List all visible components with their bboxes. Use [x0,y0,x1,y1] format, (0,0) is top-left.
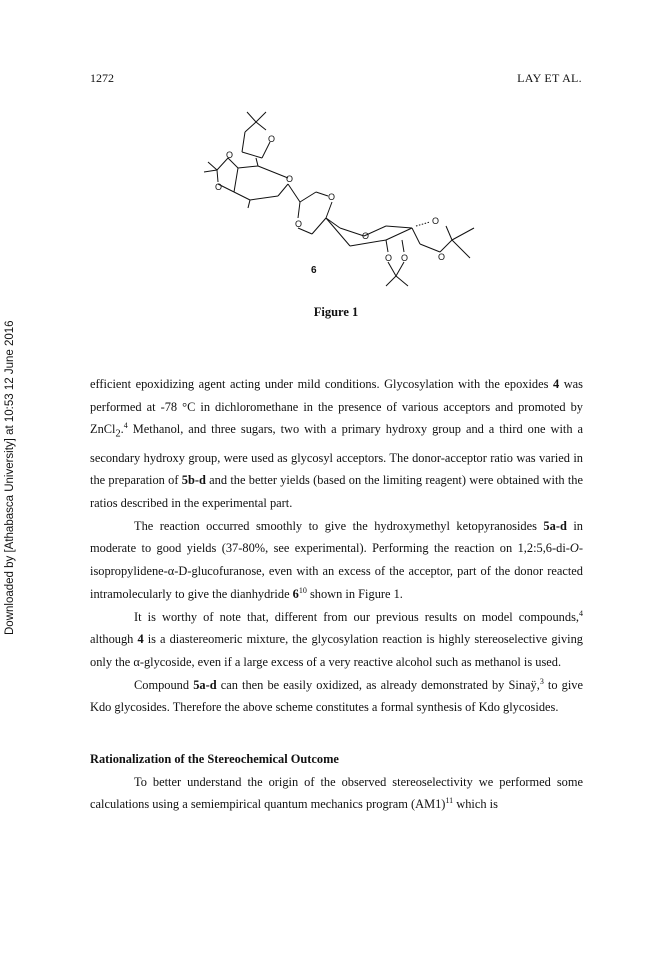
text-run: is a diastereomeric mixture, the glycosylation reaction is highly stereoselective giving only the α-glycoside, even if a large excess of a very reactive alcohol such as methanol is used. [90,632,583,669]
oxygen-label: O [286,174,294,184]
oxygen-label: O [362,231,370,241]
compound-number: 6 [311,265,317,276]
oxygen-label: O [295,219,303,229]
top-dioxolane [242,112,270,158]
figure-caption: Figure 1 [313,305,359,319]
left-pyranose-ring [234,158,288,208]
compound-ref: 4 [137,632,144,647]
oxygen-label: O [438,252,446,262]
oxygen-label: O [401,253,409,263]
oxygen-label: O [385,253,393,263]
text-run: Methanol, and three sugars, two with a primary hydroxy group and a third one with a secondary hydroxy group, were used as glycosyl acceptors. The donor-acceptor ratio was varied in the preparation of [90,422,583,488]
citation: 4 [579,608,583,618]
section-heading: Rationalization of the Stereochemical Outcome [90,752,339,767]
body-text [90,373,583,816]
text-run: can then be easily oxidized, as already demonstrated by Sinaÿ, [216,677,540,692]
text-run: -isopropylidene-α-D-glucofuranose, even with an excess of the acceptor, part of the donor reacted intramolecularly to give the dianhydride [90,541,583,601]
text-run: . [120,422,124,437]
paragraph [90,373,583,515]
download-watermark: Downloaded by [Athabasca University] at 10:53 12 June 2016 [4,320,16,635]
compound-ref: 5b-d [181,473,206,488]
compound-ref: 4 [552,377,560,391]
citation: 4 [123,421,128,431]
text-run: Compound [134,677,194,692]
citation: 3 [539,676,544,686]
text-run: It is worthy of note that, different from our previous results on model compounds, [134,609,579,624]
compound-ref: 6 [292,586,299,601]
bottom-dioxolane [386,262,408,286]
compound-ref: 5a-d [543,518,567,533]
text-run: to give Kdo glycosides. Therefore the above scheme constitutes a formal synthesis of Kdo glycosides. [90,677,583,715]
citation: 11 [445,796,454,806]
text-run: was performed at -78 °C in dichloromethane in the presence of various acceptors and promoted by ZnCl [90,377,583,437]
text-run: and the better yields (based on the limiting reagent) were obtained with the ratios described in the experimental part. [90,473,584,510]
oxygen-label: O [226,150,234,160]
paragraph [90,606,583,674]
paragraph [90,515,583,606]
subscript: 2 [115,428,121,440]
running-head: LAY ET AL. [517,71,582,85]
citation: 10 [298,585,307,595]
text-run: in moderate to good yields (37-80%, see experimental). Performing the reaction on 1,2:5,6-di- [90,518,583,556]
paragraph [90,771,583,816]
oxygen-label: O [268,134,276,144]
oxygen-label: O [215,182,223,192]
text-run: efficient epoxidizing agent acting under mild conditions. Glycosylation with the epoxides [90,377,553,391]
text-run: The reaction occurred smoothly to give the hydroxymethyl ketopyranosides [134,518,544,533]
page-number: 1272 [90,71,114,85]
compound-ref: 5a-d [193,677,217,692]
paragraph [90,674,583,719]
text-run: To better understand the origin of the observed stereoselectivity we performed some calculations using a semiempirical quantum mechanics program (AM1) [90,774,583,812]
text-run: although [90,632,138,647]
oxygen-label: O [432,216,440,226]
text-run: shown in Figure 1. [306,586,403,601]
italic-text: O [569,541,579,556]
text-run: which is [453,797,498,812]
oxygen-label: O [328,192,336,202]
structure-diagram [190,100,490,310]
